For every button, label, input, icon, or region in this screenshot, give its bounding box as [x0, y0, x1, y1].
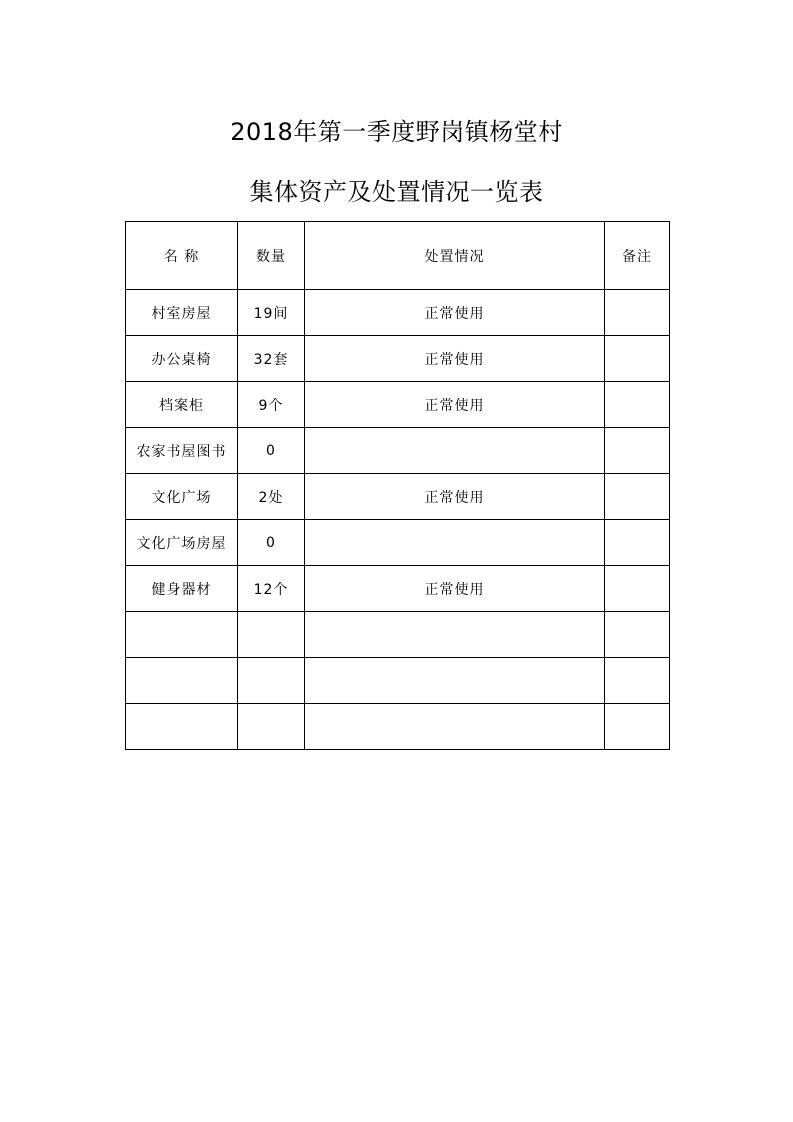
table-header-row: [126, 222, 670, 290]
cell-remarks: [605, 566, 670, 612]
cell-quantity: [238, 658, 305, 704]
cell-quantity: [238, 704, 305, 750]
header-quantity: 数量: [238, 222, 305, 290]
cell-quantity: 9个: [238, 382, 305, 428]
cell-name: 办公桌椅: [126, 336, 238, 382]
cell-disposal: 正常使用: [305, 290, 605, 336]
table-row: [126, 658, 670, 704]
document-title-line-1: 2018年第一季度野岗镇杨堂村: [230, 118, 563, 146]
cell-remarks: [605, 474, 670, 520]
header-disposal: 处置情况: [305, 222, 605, 290]
cell-remarks: [605, 612, 670, 658]
table-row: [126, 290, 670, 336]
cell-name: 档案柜: [126, 382, 238, 428]
table-row: [126, 474, 670, 520]
table-row: [126, 612, 670, 658]
cell-name: [126, 704, 238, 750]
cell-remarks: [605, 704, 670, 750]
cell-quantity: [238, 612, 305, 658]
cell-remarks: [605, 290, 670, 336]
cell-remarks: [605, 382, 670, 428]
header-name: 名 称: [126, 222, 238, 290]
table-row: [126, 336, 670, 382]
cell-name: 村室房屋: [126, 290, 238, 336]
cell-name: 健身器材: [126, 566, 238, 612]
cell-quantity: 2处: [238, 474, 305, 520]
cell-disposal: 正常使用: [305, 566, 605, 612]
cell-disposal: 正常使用: [305, 336, 605, 382]
cell-remarks: [605, 658, 670, 704]
cell-remarks: [605, 428, 670, 474]
table-row: [126, 428, 670, 474]
cell-disposal: 正常使用: [305, 474, 605, 520]
cell-remarks: [605, 520, 670, 566]
cell-name: 农家书屋图书: [126, 428, 238, 474]
header-remarks: 备注: [605, 222, 670, 290]
assets-table: [125, 221, 670, 750]
cell-name: [126, 658, 238, 704]
cell-disposal: [305, 704, 605, 750]
cell-remarks: [605, 336, 670, 382]
table-row: [126, 520, 670, 566]
table-row: [126, 382, 670, 428]
cell-name: 文化广场: [126, 474, 238, 520]
cell-name: [126, 612, 238, 658]
cell-disposal: [305, 658, 605, 704]
cell-name: 文化广场房屋: [126, 520, 238, 566]
cell-disposal: [305, 520, 605, 566]
document-title-line-2: 集体资产及处置情况一览表: [249, 178, 544, 206]
cell-quantity: 32套: [238, 336, 305, 382]
table-row: [126, 704, 670, 750]
cell-quantity: 19间: [238, 290, 305, 336]
cell-quantity: 12个: [238, 566, 305, 612]
table-row: [126, 566, 670, 612]
cell-quantity: 0: [238, 520, 305, 566]
cell-quantity: 0: [238, 428, 305, 474]
cell-disposal: [305, 428, 605, 474]
cell-disposal: 正常使用: [305, 382, 605, 428]
cell-disposal: [305, 612, 605, 658]
